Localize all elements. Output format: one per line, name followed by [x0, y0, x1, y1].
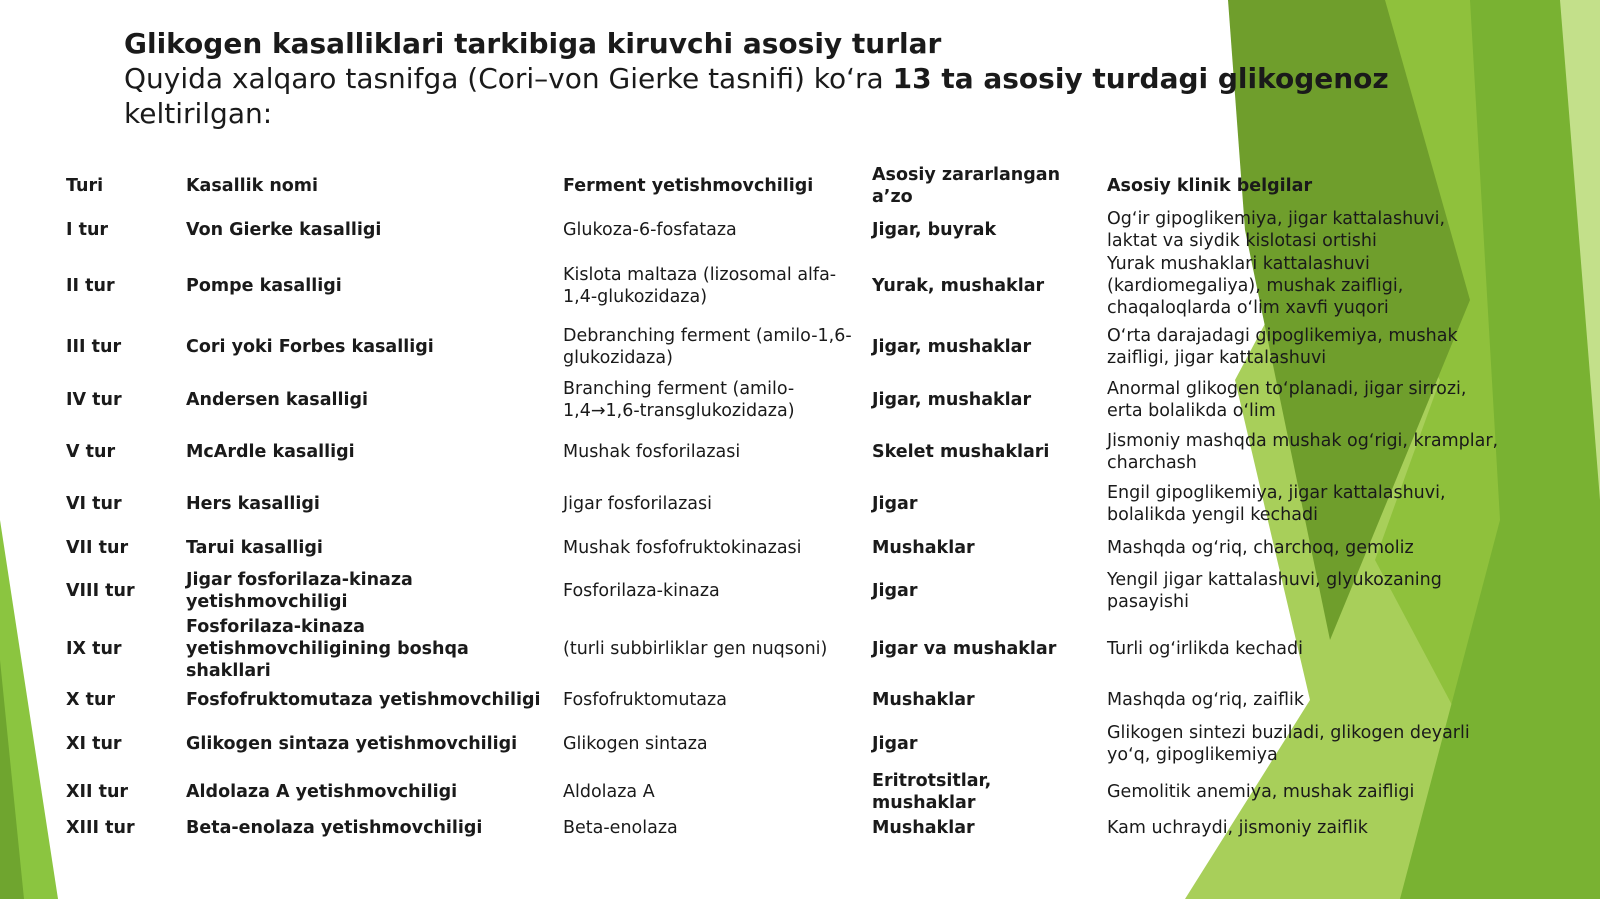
table-row: [60, 682, 1506, 718]
slide-title: Glikogen kasalliklari tarkibiga kiruvchi asosiy turlar: [124, 27, 942, 60]
cell-enzyme: Fosfofruktomutaza: [563, 690, 727, 710]
table-row: [60, 320, 1506, 374]
cell-enzyme: Jigar fosforilazasi: [563, 494, 712, 514]
table-header-row: [60, 164, 1506, 208]
cell-enzyme: Kislota maltaza (lizosomal alfa-1,4-glukozidaza): [563, 265, 837, 307]
cell-type: XIII tur: [66, 818, 135, 838]
cell-organ: Jigar, mushaklar: [872, 337, 1032, 357]
cell-type: II tur: [66, 276, 115, 296]
cell-organ: Jigar: [872, 494, 918, 514]
cell-disease-name: Von Gierke kasalligi: [186, 220, 382, 240]
table-row: [60, 718, 1506, 770]
header-disease-name: Kasallik nomi: [186, 176, 319, 196]
table-row: [60, 426, 1506, 478]
cell-disease-name: Tarui kasalligi: [186, 538, 323, 558]
cell-symptoms: Kam uchraydi, jismoniy zaiflik: [1107, 818, 1368, 838]
header-type: Turi: [66, 176, 104, 196]
cell-disease-name: Fosforilaza-kinaza yetishmovchiligining boshqa shakllari: [186, 617, 469, 681]
cell-type: XII tur: [66, 782, 129, 802]
cell-symptoms: Engil gipoglikemiya, jigar kattalashuvi, bolalikda yengil kechadi: [1107, 483, 1446, 525]
cell-symptoms: Mashqda ogʻriq, charchoq, gemoliz: [1107, 538, 1414, 558]
cell-disease-name: Pompe kasalligi: [186, 276, 342, 296]
table-row: [60, 566, 1506, 616]
header-symptoms: Asosiy klinik belgilar: [1107, 176, 1313, 196]
cell-symptoms: Yengil jigar kattalashuvi, glyukozaning pasayishi: [1107, 570, 1442, 612]
cell-type: I tur: [66, 220, 109, 240]
cell-type: VII tur: [66, 538, 129, 558]
cell-enzyme: Branching ferment (amilo-1,4→1,6-transglukozidaza): [563, 379, 795, 421]
cell-enzyme: Mushak fosfofruktokinazasi: [563, 538, 802, 558]
cell-type: IX tur: [66, 639, 122, 659]
cell-enzyme: Mushak fosforilazasi: [563, 442, 741, 462]
cell-disease-name: Glikogen sintaza yetishmovchiligi: [186, 734, 518, 754]
cell-organ: Skelet mushaklari: [872, 442, 1050, 462]
cell-disease-name: Jigar fosforilaza-kinaza yetishmovchiligi: [186, 570, 413, 612]
cell-disease-name: Andersen kasalligi: [186, 390, 369, 410]
cell-enzyme: Debranching ferment (amilo-1,6-glukozidaza): [563, 326, 852, 368]
cell-type: V tur: [66, 442, 116, 462]
cell-organ: Jigar: [872, 581, 918, 601]
glycogenosis-table: [60, 164, 1506, 842]
cell-organ: Jigar, buyrak: [872, 220, 997, 240]
cell-disease-name: Fosfofruktomutaza yetishmovchiligi: [186, 690, 541, 710]
table-row: [60, 616, 1506, 682]
header-organ: Asosiy zararlangan aʼzo: [872, 165, 1061, 207]
cell-organ: Yurak, mushaklar: [872, 276, 1045, 296]
cell-enzyme: (turli subbirliklar gen nuqsoni): [563, 639, 828, 659]
slide-intro: [124, 62, 1389, 130]
cell-symptoms: Turli ogʻirlikda kechadi: [1107, 639, 1303, 659]
cell-symptoms: Glikogen sintezi buziladi, glikogen deyarli yoʻq, gipoglikemiya: [1107, 723, 1470, 765]
table-row: [60, 208, 1506, 252]
cell-type: VIII tur: [66, 581, 135, 601]
cell-disease-name: Beta-enolaza yetishmovchiligi: [186, 818, 483, 838]
cell-disease-name: Aldolaza A yetishmovchiligi: [186, 782, 458, 802]
cell-symptoms: Gemolitik anemiya, mushak zaifligi: [1107, 782, 1415, 802]
slide-title-block: [124, 26, 1424, 131]
cell-organ: Eritrotsitlar, mushaklar: [872, 771, 992, 813]
cell-organ: Mushaklar: [872, 538, 975, 558]
cell-type: X tur: [66, 690, 116, 710]
cell-enzyme: Glikogen sintaza: [563, 734, 708, 754]
cell-organ: Jigar, mushaklar: [872, 390, 1032, 410]
cell-disease-name: Hers kasalligi: [186, 494, 320, 514]
cell-disease-name: Cori yoki Forbes kasalligi: [186, 337, 434, 357]
cell-type: XI tur: [66, 734, 122, 754]
cell-organ: Jigar va mushaklar: [872, 639, 1057, 659]
cell-disease-name: McArdle kasalligi: [186, 442, 355, 462]
cell-symptoms: Oʻrta darajadagi gipoglikemiya, mushak zaifligi, jigar kattalashuvi: [1107, 326, 1458, 368]
cell-organ: Mushaklar: [872, 690, 975, 710]
cell-symptoms: Mashqda ogʻriq, zaiflik: [1107, 690, 1304, 710]
table-row: [60, 374, 1506, 426]
intro-highlight: 13 ta asosiy turdagi glikogenoz: [892, 62, 1389, 95]
intro-text: Quyida xalqaro tasnifga (Cori–von Gierke tasnifi) koʻra: [124, 62, 893, 95]
intro-text-end: keltirilgan:: [124, 97, 273, 130]
table-row: [60, 252, 1506, 320]
table-row: [60, 770, 1506, 814]
header-enzyme: Ferment yetishmovchiligi: [563, 176, 814, 196]
cell-symptoms: Jismoniy mashqda mushak ogʻrigi, kramplar, charchash: [1107, 431, 1499, 473]
cell-organ: Jigar: [872, 734, 918, 754]
cell-type: VI tur: [66, 494, 122, 514]
cell-enzyme: Fosforilaza-kinaza: [563, 581, 720, 601]
table-row: [60, 814, 1506, 842]
cell-organ: Mushaklar: [872, 818, 975, 838]
table-row: [60, 478, 1506, 530]
cell-symptoms: Yurak mushaklari kattalashuvi (kardiomegaliya), mushak zaifligi, chaqaloqlarda oʻlim xavfi yuqori: [1107, 254, 1404, 318]
cell-type: III tur: [66, 337, 122, 357]
cell-type: IV tur: [66, 390, 122, 410]
cell-symptoms: Anormal glikogen toʻplanadi, jigar sirrozi, erta bolalikda oʻlim: [1107, 379, 1467, 421]
cell-enzyme: Aldolaza A: [563, 782, 655, 802]
table-row: [60, 530, 1506, 566]
cell-enzyme: Beta-enolaza: [563, 818, 678, 838]
cell-symptoms: Ogʻir gipoglikemiya, jigar kattalashuvi, laktat va siydik kislotasi ortishi: [1107, 209, 1446, 251]
cell-enzyme: Glukoza-6-fosfataza: [563, 220, 737, 240]
